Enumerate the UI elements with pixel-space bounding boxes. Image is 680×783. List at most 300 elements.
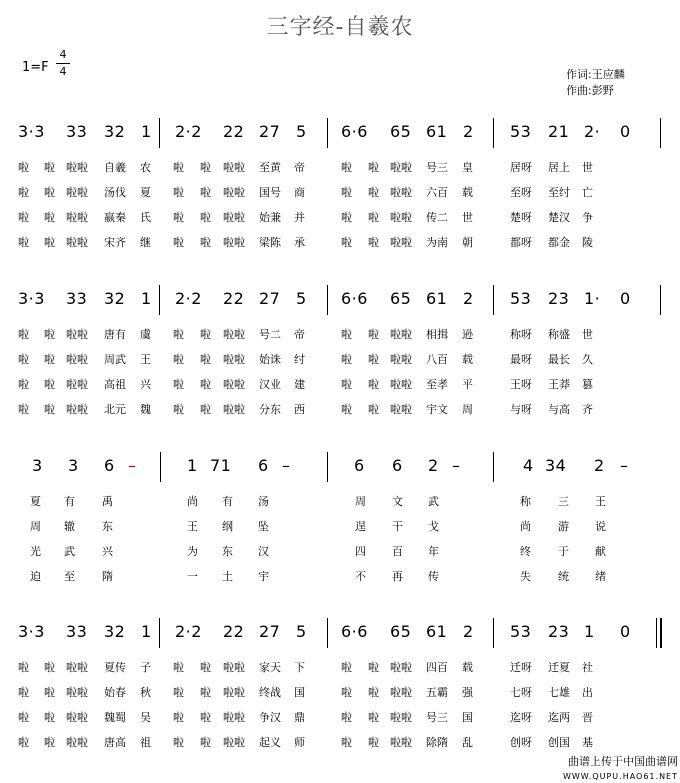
lyric-word: 百 [392, 545, 403, 558]
lyric-word: 争汉 [259, 711, 281, 724]
lyric-word: 啦 [18, 686, 29, 699]
lyric-word: 啦 [44, 186, 55, 199]
lyric-word: 迄呀 [510, 711, 532, 724]
note: 22 [223, 622, 245, 641]
lyric-word: 迁夏 [548, 661, 570, 674]
barline [493, 618, 494, 648]
lyric-word: 啦 [200, 353, 211, 366]
lyric-word: 篡 [582, 378, 593, 391]
lyric-word: 啦 [44, 353, 55, 366]
lyric-word: 啦 [341, 328, 352, 341]
lyric-word: 鼎 [294, 711, 305, 724]
lyric-word: 五霸 [426, 686, 448, 699]
lyric-word: 都金 [548, 236, 570, 249]
lyric-word: 迁呀 [510, 661, 532, 674]
note: 1 [187, 456, 198, 475]
lyric-word: 与高 [548, 403, 570, 416]
lyric-word: 献 [595, 545, 606, 558]
lyric-word: 啦啦 [390, 328, 412, 341]
lyric-word: 最呀 [510, 353, 532, 366]
lyric-word: 唐有 [104, 328, 126, 341]
note: 5 [296, 622, 307, 641]
note: – [128, 456, 137, 475]
lyric-word: 啦 [173, 211, 184, 224]
score-section [0, 452, 680, 602]
lyric-word: 至 [64, 570, 75, 583]
lyric-word: 基 [582, 736, 593, 749]
lyric-word: 啦啦 [390, 403, 412, 416]
lyric-word: 王 [140, 353, 151, 366]
lyric-word: 啦 [368, 211, 379, 224]
lyric-word: 啦 [341, 378, 352, 391]
lyric-word: 啦 [200, 736, 211, 749]
barline [327, 618, 328, 648]
lyric-word: 东 [222, 545, 233, 558]
lyric-word: 最长 [548, 353, 570, 366]
lyric-word: 终战 [259, 686, 281, 699]
note: 27 [259, 122, 281, 141]
lyric-word: 北元 [104, 403, 126, 416]
note: 6·6 [341, 122, 368, 141]
lyric-word: 啦 [18, 211, 29, 224]
lyric-word: 创呀 [510, 736, 532, 749]
lyric-word: 夏 [140, 186, 151, 199]
note: 6·6 [341, 289, 368, 308]
lyric-word: 至呀 [510, 186, 532, 199]
lyric-word: 有 [222, 495, 233, 508]
lyric-word: 七雄 [548, 686, 570, 699]
lyric-word: 啦啦 [390, 711, 412, 724]
lyric-word: 啦啦 [223, 686, 245, 699]
lyric-word: 禹 [102, 495, 113, 508]
lyric-word: 啦 [200, 211, 211, 224]
lyric-word: 啦 [18, 403, 29, 416]
lyric-word: 啦 [200, 403, 211, 416]
lyric-word: 汉 [258, 545, 269, 558]
lyric-word: 啦 [368, 353, 379, 366]
lyric-word: 始诛 [259, 353, 281, 366]
lyric-word: 国 [294, 686, 305, 699]
lyric-word: 皇 [462, 161, 473, 174]
lyric-word: 晋 [582, 711, 593, 724]
barline [493, 285, 494, 315]
note: 0 [620, 122, 631, 141]
lyric-word: 家天 [259, 661, 281, 674]
time-signature [56, 48, 70, 79]
lyric-row [0, 709, 680, 727]
lyric-word: 继 [140, 236, 151, 249]
lyric-word: 起义 [259, 736, 281, 749]
note: 1 [584, 622, 595, 641]
lyric-word: 啦 [368, 686, 379, 699]
note: 1 [141, 289, 152, 308]
lyric-word: 称呀 [510, 328, 532, 341]
lyric-word: 王 [187, 520, 198, 533]
lyric-word: 称盛 [548, 328, 570, 341]
lyric-word: 宇 [258, 570, 269, 583]
lyric-word: 周武 [104, 353, 126, 366]
lyric-word: 啦 [341, 353, 352, 366]
lyric-word: 下 [294, 661, 305, 674]
lyric-word: 武 [428, 495, 439, 508]
lyric-word: 啦 [173, 328, 184, 341]
lyric-word: 啦啦 [390, 161, 412, 174]
lyric-word: 自羲 [104, 161, 126, 174]
lyric-word: 帝 [294, 328, 305, 341]
lyric-row [0, 159, 680, 177]
lyric-word: 啦 [341, 661, 352, 674]
note: 2·2 [175, 122, 202, 141]
lyric-word: 啦 [44, 736, 55, 749]
note: 61 [426, 122, 448, 141]
lyric-word: 载 [462, 186, 473, 199]
lyric-word: 世 [462, 211, 473, 224]
lyric-word: 楚汉 [548, 211, 570, 224]
lyric-word: 八百 [426, 353, 448, 366]
lyric-word: 啦 [44, 378, 55, 391]
note: 53 [510, 289, 532, 308]
note: 2·2 [175, 289, 202, 308]
lyric-word: 说 [595, 520, 606, 533]
lyric-word: 六百 [426, 186, 448, 199]
lyric-word: 分东 [259, 403, 281, 416]
lyric-word: 齐 [582, 403, 593, 416]
meter-bottom: 4 [59, 65, 67, 78]
lyric-word: 强 [462, 686, 473, 699]
lyric-word: 啦啦 [390, 211, 412, 224]
lyric-word: 啦 [173, 186, 184, 199]
note: 27 [259, 622, 281, 641]
lyric-word: 啦 [368, 186, 379, 199]
lyric-word: 楚呀 [510, 211, 532, 224]
lyric-word: 与呀 [510, 403, 532, 416]
note: 2 [463, 289, 474, 308]
lyric-word: 啦啦 [223, 236, 245, 249]
lyric-word: 统 [558, 570, 569, 583]
lyric-word: 啦啦 [66, 711, 88, 724]
note: 33 [66, 622, 88, 641]
lyric-row [0, 684, 680, 702]
lyric-word: 啦 [44, 328, 55, 341]
lyric-word: 夏 [30, 495, 41, 508]
lyric-word: 号三 [426, 161, 448, 174]
lyric-word: 啦啦 [66, 661, 88, 674]
lyric-row [0, 659, 680, 677]
note: 33 [66, 122, 88, 141]
lyric-word: 啦啦 [223, 736, 245, 749]
note: 65 [390, 622, 412, 641]
note: – [452, 456, 461, 475]
lyric-word: 啦 [341, 686, 352, 699]
lyric-word: 久 [582, 353, 593, 366]
lyric-word: 建 [294, 378, 305, 391]
note: 3·3 [18, 622, 45, 641]
lyric-word: 坠 [258, 520, 269, 533]
lyric-word: 啦 [200, 161, 211, 174]
lyric-word: 都呀 [510, 236, 532, 249]
lyric-word: 农 [140, 161, 151, 174]
lyric-word: 啦啦 [66, 353, 88, 366]
lyric-word: 啦啦 [223, 378, 245, 391]
note: 1 [141, 122, 152, 141]
lyric-word: 再 [392, 570, 403, 583]
lyric-word: 啦啦 [390, 353, 412, 366]
lyric-word: 啦 [200, 661, 211, 674]
lyric-word: 汤伐 [104, 186, 126, 199]
lyric-word: 啦 [200, 328, 211, 341]
note: 3·3 [18, 122, 45, 141]
lyric-word: 国 [462, 711, 473, 724]
lyric-word: 嬴秦 [104, 211, 126, 224]
lyric-word: 乱 [462, 736, 473, 749]
note: 2· [584, 122, 601, 141]
lyric-word: 啦 [18, 661, 29, 674]
lyric-row [0, 493, 680, 511]
lyric-word: 载 [462, 661, 473, 674]
lyric-word: 于 [558, 545, 569, 558]
barline [660, 285, 661, 315]
lyric-word: 为 [187, 545, 198, 558]
lyric-word: 王莽 [548, 378, 570, 391]
note: 23 [548, 289, 570, 308]
lyric-word: 朝 [462, 236, 473, 249]
lyric-row [0, 184, 680, 202]
lyric-word: 啦 [368, 661, 379, 674]
lyric-word: 啦啦 [223, 186, 245, 199]
lyric-word: 啦 [44, 236, 55, 249]
lyric-word: 尚 [520, 520, 531, 533]
lyric-word: 啦 [18, 353, 29, 366]
lyric-word: 纣 [294, 353, 305, 366]
lyric-word: 啦 [341, 161, 352, 174]
lyric-word: 啦 [44, 686, 55, 699]
lyric-word: 创国 [548, 736, 570, 749]
lyric-word: 啦啦 [390, 236, 412, 249]
note: 23 [548, 622, 570, 641]
lyric-word: 啦 [341, 403, 352, 416]
lyric-word: 至孝 [426, 378, 448, 391]
lyric-word: 啦 [341, 236, 352, 249]
lyric-word: 纲 [222, 520, 233, 533]
note: 1 [141, 622, 152, 641]
lyric-word: 啦 [173, 736, 184, 749]
key-signature: 1=F [22, 60, 49, 75]
lyric-word: 逞 [355, 520, 366, 533]
lyric-word: 啦 [200, 686, 211, 699]
lyric-row [0, 351, 680, 369]
lyric-word: 传 [428, 570, 439, 583]
lyric-word: 居上 [548, 161, 570, 174]
lyric-word: 啦 [368, 161, 379, 174]
lyric-word: 啦 [200, 711, 211, 724]
note: 2·2 [175, 622, 202, 641]
lyric-word: 宋齐 [104, 236, 126, 249]
composer-credit: 作曲:彭野 [566, 84, 614, 97]
lyric-word: 啦 [44, 661, 55, 674]
footer-text: 曲谱上传于中国曲谱网 [568, 755, 678, 768]
lyric-word: 除隋 [426, 736, 448, 749]
lyric-word: 年 [428, 545, 439, 558]
lyric-word: 祖 [140, 736, 151, 749]
lyric-word: 平 [462, 378, 473, 391]
note: 65 [390, 122, 412, 141]
note: 22 [223, 122, 245, 141]
notes-line [0, 452, 680, 482]
lyric-word: 啦啦 [223, 211, 245, 224]
lyric-word: 啦啦 [66, 403, 88, 416]
lyric-word: 四 [355, 545, 366, 558]
lyric-word: 周 [30, 520, 41, 533]
lyric-word: 啦啦 [223, 353, 245, 366]
lyric-word: 为南 [426, 236, 448, 249]
lyric-word: 啦啦 [223, 328, 245, 341]
lyric-word: 世 [582, 161, 593, 174]
lyric-word: 三 [558, 495, 569, 508]
lyric-word: 师 [294, 736, 305, 749]
lyric-word: 失 [520, 570, 531, 583]
lyric-word: 啦 [368, 378, 379, 391]
lyric-word: 王呀 [510, 378, 532, 391]
lyric-word: 啦 [368, 736, 379, 749]
lyric-word: 号二 [259, 328, 281, 341]
lyric-word: 宇文 [426, 403, 448, 416]
lyric-word: 土 [222, 570, 233, 583]
lyric-word: 氏 [140, 211, 151, 224]
lyric-word: 啦 [44, 403, 55, 416]
note: 1· [584, 289, 601, 308]
lyric-word: 武 [64, 545, 75, 558]
lyric-word: 戈 [428, 520, 439, 533]
lyric-word: 啦 [44, 211, 55, 224]
lyric-word: 啦 [341, 711, 352, 724]
lyric-word: 世 [582, 328, 593, 341]
lyric-word: 吴 [140, 711, 151, 724]
lyric-word: 啦啦 [223, 403, 245, 416]
lyric-word: 社 [582, 661, 593, 674]
lyric-word: 啦啦 [66, 161, 88, 174]
note: 32 [104, 622, 126, 641]
lyric-word: 并 [294, 211, 305, 224]
lyric-word: 迫 [30, 570, 41, 583]
lyric-word: 啦 [18, 378, 29, 391]
note: 5 [296, 289, 307, 308]
lyric-word: 承 [294, 236, 305, 249]
lyric-word: 啦 [44, 711, 55, 724]
lyric-word: 啦 [368, 236, 379, 249]
note: 71 [210, 456, 232, 475]
note: 4 [523, 456, 534, 475]
lyric-word: 亡 [582, 186, 593, 199]
lyric-word: 秋 [140, 686, 151, 699]
lyric-word: 啦 [341, 186, 352, 199]
lyric-word: 啦啦 [66, 686, 88, 699]
lyric-word: 啦啦 [66, 211, 88, 224]
lyric-word: 出 [582, 686, 593, 699]
note: 6·6 [341, 622, 368, 641]
note: 3 [32, 456, 43, 475]
lyric-word: 啦 [173, 403, 184, 416]
lyric-word: 文 [392, 495, 403, 508]
score-section [0, 285, 680, 435]
lyric-word: 啦 [173, 661, 184, 674]
lyric-word: 至纣 [548, 186, 570, 199]
note: 2 [428, 456, 439, 475]
note: 2 [594, 456, 605, 475]
note: 34 [545, 456, 567, 475]
lyric-word: 啦 [368, 711, 379, 724]
lyric-word: 周 [355, 495, 366, 508]
lyric-word: 啦啦 [390, 186, 412, 199]
lyric-word: 载 [462, 353, 473, 366]
lyric-word: 啦 [173, 711, 184, 724]
lyric-word: 啦啦 [390, 661, 412, 674]
note: 53 [510, 622, 532, 641]
final-barline [660, 618, 662, 648]
lyric-word: 魏蜀 [104, 711, 126, 724]
note: 21 [548, 122, 570, 141]
lyric-word: 商 [294, 186, 305, 199]
lyric-word: 兴 [140, 378, 151, 391]
barline [159, 118, 160, 148]
barline [660, 118, 661, 148]
lyric-word: 啦啦 [66, 236, 88, 249]
lyric-word: 终 [520, 545, 531, 558]
lyric-word: 啦啦 [223, 161, 245, 174]
lyric-word: 啦 [18, 711, 29, 724]
notes-line [0, 618, 680, 648]
lyric-word: 一 [187, 570, 198, 583]
barline [656, 618, 657, 648]
note: 33 [66, 289, 88, 308]
lyric-row [0, 326, 680, 344]
lyric-word: 辙 [64, 520, 75, 533]
lyric-word: 啦 [200, 236, 211, 249]
score-section [0, 618, 680, 768]
note: – [282, 456, 291, 475]
lyric-word: 啦 [173, 161, 184, 174]
note: 0 [620, 622, 631, 641]
note: 6 [354, 456, 365, 475]
lyric-word: 啦 [173, 686, 184, 699]
lyric-word: 传二 [426, 211, 448, 224]
note: 2 [463, 622, 474, 641]
note: 3·3 [18, 289, 45, 308]
lyric-word: 啦啦 [390, 736, 412, 749]
lyric-row [0, 209, 680, 227]
lyric-word: 周 [462, 403, 473, 416]
lyric-word: 啦 [18, 736, 29, 749]
barline [493, 452, 494, 482]
lyric-word: 啦 [18, 161, 29, 174]
lyric-row [0, 543, 680, 561]
lyric-word: 尚 [187, 495, 198, 508]
lyric-word: 兴 [102, 545, 113, 558]
lyric-row [0, 234, 680, 252]
lyric-word: 陵 [582, 236, 593, 249]
lyric-word: 王 [595, 495, 606, 508]
footer-url: WWW.QUPU.HAO61.NET [562, 772, 678, 781]
lyric-row [0, 401, 680, 419]
barline [159, 618, 160, 648]
barline [160, 452, 161, 482]
lyric-word: 争 [582, 211, 593, 224]
lyric-word: 啦啦 [223, 711, 245, 724]
lyric-row [0, 376, 680, 394]
note: 32 [104, 122, 126, 141]
barline [327, 452, 328, 482]
lyric-word: 虞 [140, 328, 151, 341]
lyric-word: 啦 [44, 161, 55, 174]
